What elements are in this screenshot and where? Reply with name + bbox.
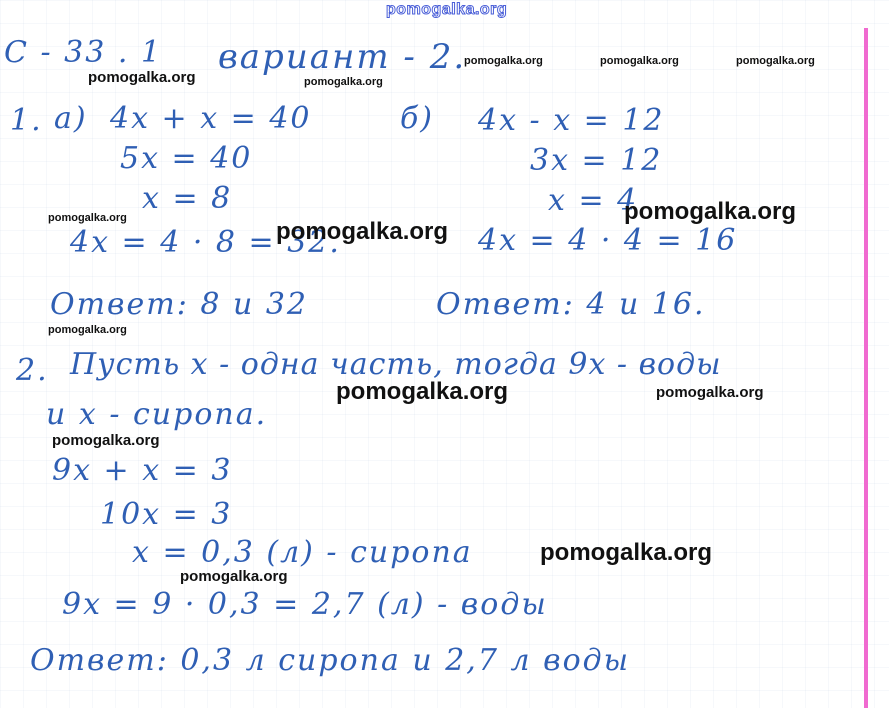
header-code: С - 33 . 1 bbox=[4, 35, 163, 70]
task1a-eq4: 4x = 4 · 8 = 32. bbox=[70, 225, 341, 260]
task2-answer: Ответ: 0,3 л сиропа и 2,7 л воды bbox=[30, 643, 631, 678]
watermark: pomogalka.org bbox=[48, 212, 127, 224]
watermark: pomogalka.org bbox=[624, 198, 797, 225]
watermark: pomogalka.org bbox=[736, 55, 815, 67]
task1a-answer: Ответ: 8 и 32 bbox=[50, 287, 309, 322]
watermark: pomogalka.org bbox=[52, 432, 160, 449]
task1b-label: б) bbox=[400, 101, 435, 136]
header-variant: вариант - 2. bbox=[218, 37, 467, 77]
watermark: pomogalka.org bbox=[276, 218, 449, 245]
watermark: pomogalka.org bbox=[464, 55, 543, 67]
watermark-top: pomogalka.org bbox=[386, 1, 508, 18]
task2-line1: Пусть x - одна часть, тогда 9x - воды bbox=[70, 347, 722, 382]
task1b-eq3: x = 4 bbox=[548, 183, 639, 218]
watermark: pomogalka.org bbox=[656, 384, 764, 401]
notebook-margin-line bbox=[864, 28, 868, 708]
task1b-eq2: 3x = 12 bbox=[530, 143, 663, 178]
watermark: pomogalka.org bbox=[88, 69, 196, 86]
watermark: pomogalka.org bbox=[48, 324, 127, 336]
watermark: pomogalka.org bbox=[336, 378, 509, 405]
task2-eq1: 9x + x = 3 bbox=[52, 453, 233, 488]
task1a-label: а) bbox=[54, 101, 88, 136]
task1-number: 1. bbox=[10, 103, 43, 138]
task1b-eq1: 4x - x = 12 bbox=[478, 103, 665, 138]
task1a-eq1: 4x + x = 40 bbox=[110, 101, 312, 136]
task1a-eq2: 5x = 40 bbox=[120, 141, 253, 176]
task2-line2: и x - сиропа. bbox=[46, 397, 268, 432]
watermark: pomogalka.org bbox=[304, 76, 383, 88]
task2-number: 2. bbox=[16, 353, 49, 388]
task1b-eq4: 4x = 4 · 4 = 16 bbox=[478, 223, 738, 258]
watermark: pomogalka.org bbox=[540, 539, 713, 566]
task1a-eq3: x = 8 bbox=[142, 181, 233, 216]
task2-eq4: 9x = 9 · 0,3 = 2,7 (л) - воды bbox=[62, 587, 548, 622]
task2-eq2: 10x = 3 bbox=[100, 497, 233, 532]
watermark: pomogalka.org bbox=[600, 55, 679, 67]
watermark: pomogalka.org bbox=[180, 568, 288, 585]
task1b-answer: Ответ: 4 и 16. bbox=[436, 287, 706, 322]
task2-eq3: x = 0,3 (л) - сиропа bbox=[132, 535, 473, 570]
